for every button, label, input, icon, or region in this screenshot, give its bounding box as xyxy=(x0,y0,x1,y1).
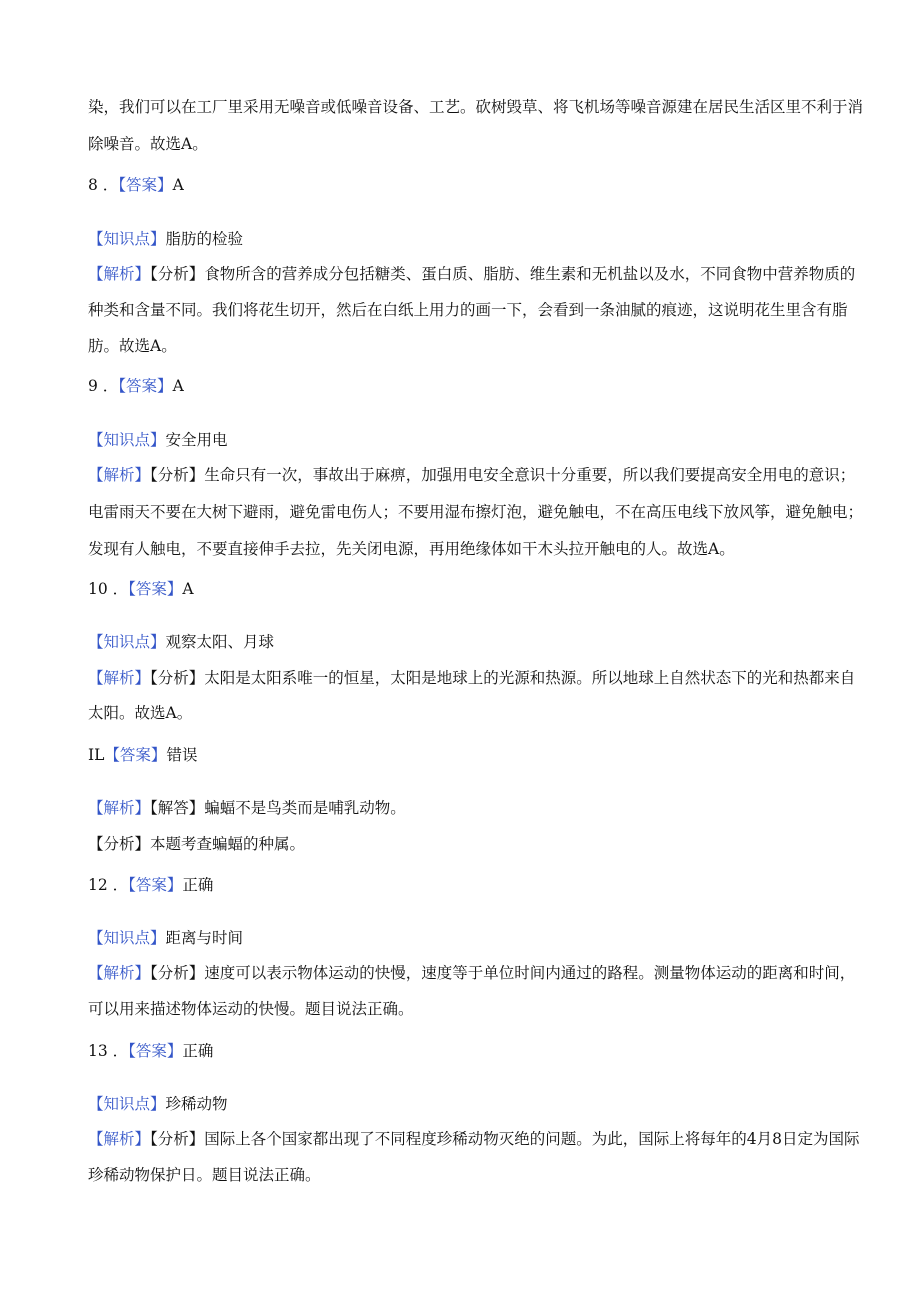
analysis-subtag: 【分析】 xyxy=(88,835,151,853)
answer-value: 错误 xyxy=(166,746,198,764)
answer-value: A xyxy=(172,176,184,194)
knowledge-value: 观察太阳、月球 xyxy=(165,633,275,651)
analysis-tag: 【解析】 xyxy=(88,265,151,283)
paragraph-line: 发现有人触电，不要直接伸手去拉，先关闭电源，再用绝缘体如干木头拉开触电的人。故选A。 xyxy=(88,540,735,558)
question-number: 9 ． xyxy=(88,377,119,395)
analysis-tag: 【解析】 xyxy=(88,669,151,687)
knowledge-value: 珍稀动物 xyxy=(165,1095,228,1113)
analysis-subtag: 【分析】 xyxy=(150,466,205,484)
knowledge-value: 脂肪的检验 xyxy=(165,230,244,248)
paragraph-line: 珍稀动物保护日。题目说法正确。 xyxy=(88,1166,321,1184)
analysis-text: 速度可以表示物体运动的快慢，速度等于单位时间内通过的路程。测量物体运动的距离和时间， xyxy=(204,964,856,982)
answer-value: A xyxy=(182,580,194,598)
paragraph-line: 电雷雨天不要在大树下避雨，避免雷电伤人；不要用湿布擦灯泡，避免触电，不在高压电线下放风筝，避免触电； xyxy=(88,503,864,521)
knowledge-value: 安全用电 xyxy=(165,431,228,449)
answer-row xyxy=(88,579,194,599)
answer-tag: 【答案】 xyxy=(128,1042,183,1060)
analysis-row xyxy=(88,1129,860,1149)
analysis-subtag: 【解答】 xyxy=(150,799,205,817)
knowledge-value: 距离与时间 xyxy=(165,929,244,947)
analysis-subtag: 【分析】 xyxy=(150,669,205,687)
analysis-text: 国际上各个国家都出现了不同程度珍稀动物灭绝的问题。为此，国际上将每年的4月8日定为国际 xyxy=(204,1130,860,1148)
analysis-row xyxy=(88,465,855,485)
knowledge-row xyxy=(88,632,274,652)
knowledge-row xyxy=(88,1094,228,1114)
answer-tag: 【答案】 xyxy=(128,876,183,894)
analysis-row xyxy=(88,668,855,688)
analysis-tag: 【解析】 xyxy=(88,466,151,484)
question-number: 13 ． xyxy=(88,1042,129,1060)
answer-row xyxy=(88,875,213,895)
knowledge-tag: 【知识点】 xyxy=(88,633,166,651)
analysis-row xyxy=(88,264,855,284)
question-number: 8 ． xyxy=(88,176,119,194)
analysis-subtag: 【分析】 xyxy=(150,1130,205,1148)
knowledge-row xyxy=(88,928,243,948)
question-number: IL xyxy=(88,746,105,764)
analysis-tag: 【解析】 xyxy=(88,1130,151,1148)
knowledge-row xyxy=(88,229,243,249)
paragraph-line: 染，我们可以在工厂里采用无噪音或低噪音设备、工艺。砍树毁草、将飞机场等噪音源建在居民生活区里不利于消 xyxy=(88,98,864,116)
answer-row xyxy=(88,376,184,396)
knowledge-tag: 【知识点】 xyxy=(88,1095,166,1113)
paragraph-line: 除噪音。故选A。 xyxy=(88,135,208,153)
answer-tag: 【答案】 xyxy=(118,176,173,194)
analysis-tag: 【解析】 xyxy=(88,964,151,982)
knowledge-tag: 【知识点】 xyxy=(88,431,166,449)
analysis-row xyxy=(88,834,305,854)
paragraph-line: 可以用来描述物体运动的快慢。题目说法正确。 xyxy=(88,1000,414,1018)
analysis-subtag: 【分析】 xyxy=(150,964,205,982)
paragraph-line: 肪。故选A。 xyxy=(88,337,177,355)
question-number: 12 ． xyxy=(88,876,129,894)
answer-value: 正确 xyxy=(182,876,214,894)
answer-value: A xyxy=(172,377,184,395)
analysis-tag: 【解析】 xyxy=(88,799,151,817)
analysis-text: 生命只有一次，事故出于麻痹，加强用电安全意识十分重要，所以我们要提高安全用电的意识； xyxy=(204,466,856,484)
knowledge-tag: 【知识点】 xyxy=(88,929,166,947)
analysis-row xyxy=(88,963,855,983)
answer-tag: 【答案】 xyxy=(128,580,183,598)
analysis-row xyxy=(88,798,406,818)
paragraph-line: 太阳。故选A。 xyxy=(88,704,193,722)
analysis-text: 本题考查蝙蝠的种属。 xyxy=(150,835,306,853)
analysis-text: 太阳是太阳系唯一的恒星，太阳是地球上的光源和热源。所以地球上自然状态下的光和热都来自 xyxy=(204,669,856,687)
paragraph-line: 种类和含量不同。我们将花生切开，然后在白纸上用力的画一下，会看到一条油腻的痕迹，这说明花生里含有脂 xyxy=(88,301,848,319)
analysis-subtag: 【分析】 xyxy=(150,265,205,283)
answer-row xyxy=(88,1041,213,1061)
answer-value: 正确 xyxy=(182,1042,214,1060)
answer-row xyxy=(88,175,184,195)
analysis-text: 蝙蝠不是鸟类而是哺乳动物。 xyxy=(204,799,406,817)
analysis-text: 食物所含的营养成分包括糖类、蛋白质、脂肪、维生素和无机盐以及水，不同食物中营养物质的 xyxy=(204,265,856,283)
answer-tag: 【答案】 xyxy=(104,746,167,764)
knowledge-row xyxy=(88,430,228,450)
question-number: 10 ． xyxy=(88,580,129,598)
answer-tag: 【答案】 xyxy=(118,377,173,395)
knowledge-tag: 【知识点】 xyxy=(88,230,166,248)
answer-row xyxy=(88,745,197,765)
